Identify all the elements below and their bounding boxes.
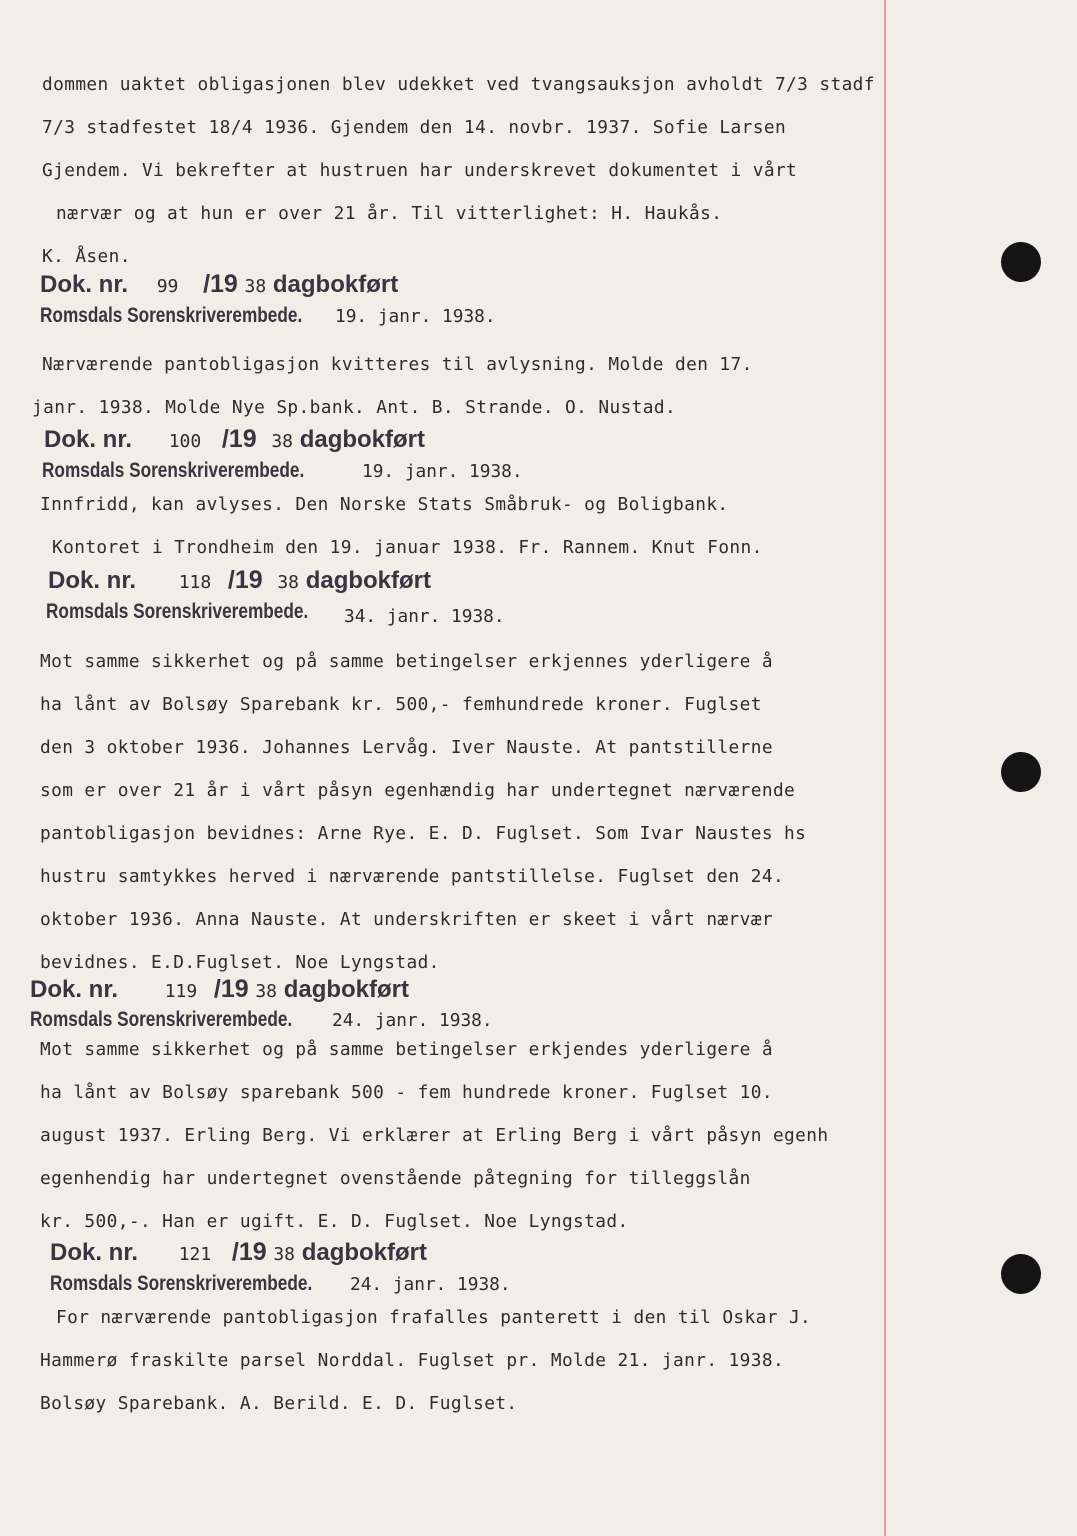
office-date: 24. janr. 1938. xyxy=(332,1010,493,1031)
text-line: august 1937. Erling Berg. Vi erklærer at Erling Berg i vårt påsyn egenh xyxy=(40,1125,829,1146)
dok-number: 99 xyxy=(156,276,179,297)
dok-stamp xyxy=(50,1238,427,1267)
dok-year: 38 xyxy=(255,981,278,1002)
office-stamp: Romsdals Sorenskriverembede. xyxy=(50,1272,313,1295)
text-line: Gjendem. Vi bekrefter at hustruen har underskrevet dokumentet i vårt xyxy=(42,160,798,181)
text-line: Innfridd, kan avlyses. Den Norske Stats Småbruk- og Boligbank. xyxy=(40,494,729,515)
dagbokfort-label: dagbokført xyxy=(305,567,432,594)
dok-label: Dok. nr. xyxy=(44,426,133,453)
dagbokfort-label: dagbokført xyxy=(272,271,399,298)
dok-number: 119 xyxy=(164,981,198,1002)
dagbokfort-label: dagbokført xyxy=(301,1239,428,1266)
office-stamp: Romsdals Sorenskriverembede. xyxy=(46,600,309,623)
text-line: Mot samme sikkerhet og på samme betingelser erkjennes yderligere å xyxy=(40,651,773,672)
dok-number: 100 xyxy=(168,431,202,452)
office-stamp: Romsdals Sorenskriverembede. xyxy=(40,304,303,327)
dok-label: Dok. nr. xyxy=(40,271,129,298)
text-line: hustru samtykkes herved i nærværende pantstillelse. Fuglset den 24. xyxy=(40,866,785,887)
text-line: Bolsøy Sparebank. A. Berild. E. D. Fuglset. xyxy=(40,1393,518,1414)
text-line: egenhendig har undertegnet ovenstående påtegning for tilleggslån xyxy=(40,1168,751,1189)
dok-stamp xyxy=(48,566,431,595)
office-date: 34. janr. 1938. xyxy=(344,606,505,627)
text-line: pantobligasjon bevidnes: Arne Rye. E. D. Fuglset. Som Ivar Naustes hs xyxy=(40,823,807,844)
text-line: Nærværende pantobligasjon kvitteres til avlysning. Molde den 17. xyxy=(42,354,753,375)
dok-year-prefix: /19 xyxy=(227,566,263,594)
punch-hole xyxy=(1001,1254,1041,1294)
office-stamp: Romsdals Sorenskriverembede. xyxy=(42,459,305,482)
dagbokfort-label: dagbokført xyxy=(283,976,410,1003)
dok-stamp xyxy=(40,270,398,299)
text-line: janr. 1938. Molde Nye Sp.bank. Ant. B. Strande. O. Nustad. xyxy=(32,397,677,418)
text-line: kr. 500,-. Han er ugift. E. D. Fuglset. Noe Lyngstad. xyxy=(40,1211,629,1232)
punch-hole xyxy=(1001,752,1041,792)
text-line: ha lånt av Bolsøy sparebank 500 - fem hundrede kroner. Fuglset 10. xyxy=(40,1082,773,1103)
dok-year-prefix: /19 xyxy=(231,1238,267,1266)
text-line: 7/3 stadfestet 18/4 1936. Gjendem den 14. novbr. 1937. Sofie Larsen xyxy=(42,117,787,138)
text-line: oktober 1936. Anna Nauste. At underskriften er skeet i vårt nærvær xyxy=(40,909,773,930)
dok-stamp xyxy=(44,425,425,454)
text-line: som er over 21 år i vårt påsyn egenhændig har undertegnet nærværende xyxy=(40,780,796,801)
punch-hole xyxy=(1001,242,1041,282)
text-line: Kontoret i Trondheim den 19. januar 1938. Fr. Rannem. Knut Fonn. xyxy=(52,537,763,558)
dok-number: 118 xyxy=(178,572,212,593)
dok-stamp xyxy=(30,975,409,1004)
text-line: K. Åsen. xyxy=(42,246,131,267)
dok-label: Dok. nr. xyxy=(30,976,119,1003)
dok-label: Dok. nr. xyxy=(50,1239,139,1266)
text-line: bevidnes. E.D.Fuglset. Noe Lyngstad. xyxy=(40,952,440,973)
dok-year-prefix: /19 xyxy=(213,975,249,1003)
dagbokfort-label: dagbokført xyxy=(299,426,426,453)
dok-year: 38 xyxy=(273,1244,296,1265)
text-line: nærvær og at hun er over 21 år. Til vitterlighet: H. Haukås. xyxy=(56,203,723,224)
dok-year: 38 xyxy=(277,572,300,593)
dok-number: 121 xyxy=(178,1244,212,1265)
margin-rule xyxy=(884,0,886,1536)
office-date: 19. janr. 1938. xyxy=(362,461,523,482)
office-stamp: Romsdals Sorenskriverembede. xyxy=(30,1008,293,1031)
dok-year-prefix: /19 xyxy=(203,270,238,298)
office-date: 19. janr. 1938. xyxy=(335,306,496,327)
text-line: dommen uaktet obligasjonen blev udekket ved tvangsauksjon avholdt 7/3 stadf xyxy=(42,74,875,95)
text-line: den 3 oktober 1936. Johannes Lervåg. Iver Nauste. At pantstillerne xyxy=(40,737,773,758)
dok-year: 38 xyxy=(244,276,267,297)
text-line: ha lånt av Bolsøy Sparebank kr. 500,- femhundrede kroner. Fuglset xyxy=(40,694,762,715)
dok-label: Dok. nr. xyxy=(48,567,137,594)
text-line: Hammerø fraskilte parsel Norddal. Fuglset pr. Molde 21. janr. 1938. xyxy=(40,1350,785,1371)
office-date: 24. janr. 1938. xyxy=(350,1274,511,1295)
dok-year-prefix: /19 xyxy=(221,425,257,453)
text-line: Mot samme sikkerhet og på samme betingelser erkjendes yderligere å xyxy=(40,1039,773,1060)
dok-year: 38 xyxy=(271,431,294,452)
text-line: For nærværende pantobligasjon frafalles panterett i den til Oskar J. xyxy=(56,1307,812,1328)
